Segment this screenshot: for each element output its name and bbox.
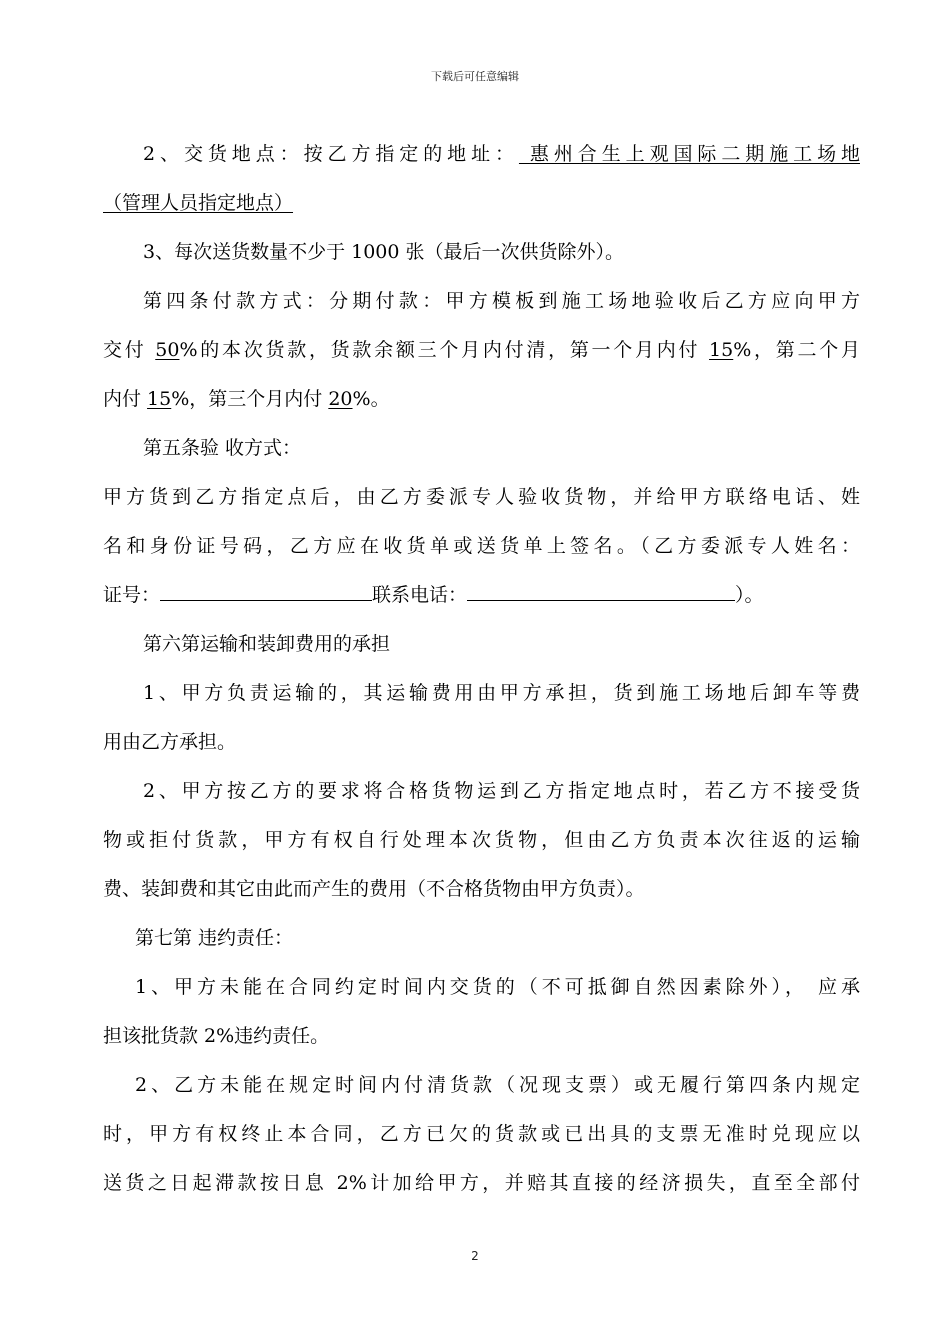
page-header: 下载后可任意编辑 [431,70,519,83]
paragraph-line: 交付 50%的本次货款，货款余额三个月内付清，第一个月内付 15%，第二个月 [103,339,860,361]
payment-percent: 15 [147,388,172,410]
paragraph-line [103,179,860,228]
paragraph-line: 2、乙方未能在规定时间内付清货款（况现支票）或无履行第四条内规定 [135,1074,860,1096]
paragraph-line: 名和身份证号码，乙方应在收货单或送货单上签名。（乙方委派专人姓名： [103,535,860,557]
section-heading: 第六第运输和装卸费用的承担 [143,633,391,655]
paragraph-line: 1、甲方未能在合同约定时间内交货的（不可抵御自然因素除外）， 应承 [135,976,860,998]
delivery-address-note: （管理人员指定地点） [103,192,294,214]
section-heading: 第七第 违约责任： [135,927,294,949]
paragraph-line: 甲方货到乙方指定点后，由乙方委派专人验收货物，并给甲方联络电话、姓 [103,486,860,508]
paragraph-line: 证号： 联系电话： ）。 [103,571,860,620]
paragraph-line: 物或拒付货款，甲方有权自行处理本次货物，但由乙方负责本次往返的运输 [103,829,860,851]
paragraph-line: 担该批货款 2%违约责任。 [103,1025,330,1047]
document-body [103,130,860,1208]
paragraph-line: 送货之日起滞款按日息 2%计加给甲方，并赔其直接的经济损失，直至全部付 [103,1172,860,1194]
payment-percent: 20 [328,388,353,410]
paragraph-line: 第四条付款方式：分期付款：甲方模板到施工场地验收后乙方应向甲方 [143,290,860,312]
phone-blank [467,580,735,601]
delivery-address: 惠州合生上观国际二期施工场地 [518,143,860,165]
paragraph-line: 3、每次送货数量不少于 1000 张（最后一次供货除外）。 [143,241,625,263]
paragraph-line: 2、甲方按乙方的要求将合格货物运到乙方指定地点时，若乙方不接受货 [143,780,860,802]
paragraph-line: 费、装卸费和其它由此而产生的费用（不合格货物由甲方负责）。 [103,878,645,900]
payment-percent: 50 [155,339,180,361]
page-number: 2 [471,1249,479,1263]
paragraph-line: 内付 15%，第三个月内付 20%。 [103,388,390,410]
id-number-blank [160,580,372,601]
paragraph-line: 1、甲方负责运输的，其运输费用由甲方承担，货到施工场地后卸车等费 [143,682,860,704]
paragraph-line: 时，甲方有权终止本合同，乙方已欠的货款或已出具的支票无准时兑现应以 [103,1123,860,1145]
paragraph-line: 用由乙方承担。 [103,731,237,753]
section-heading: 第五条验 收方式： [143,437,302,459]
payment-percent: 15 [709,339,734,361]
paragraph-line: 2、交货地点：按乙方指定的地址： 惠州合生上观国际二期施工场地 [143,143,860,165]
